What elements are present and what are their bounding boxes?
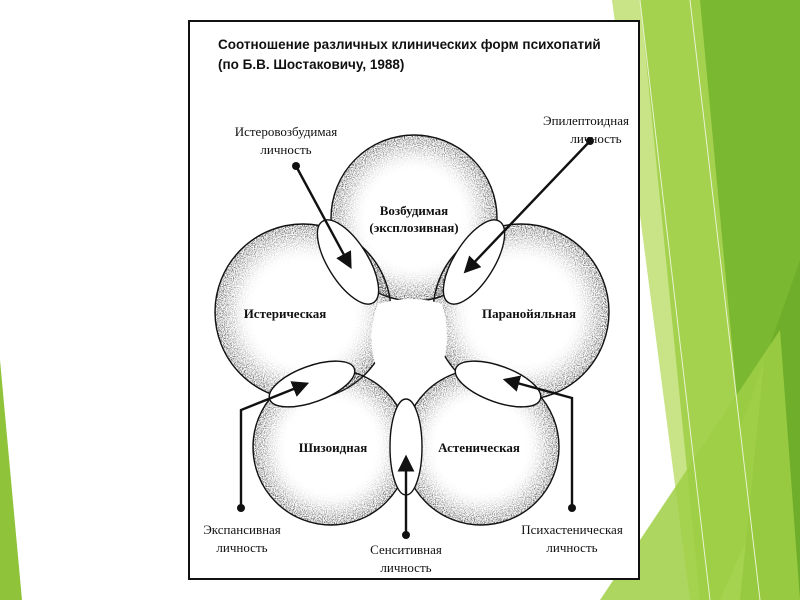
ann-sensitivnaya-line1: Сенситивная xyxy=(370,542,442,557)
ann-ekspansivnaya-line2: личность xyxy=(216,540,268,555)
figure-card xyxy=(188,20,640,580)
ann-psikhastenicheskaya-line2: личность xyxy=(546,540,598,555)
ann-isterovozbudimaya-line1: Истеровозбудимая xyxy=(234,124,338,139)
label-astenicheskaya: Астеническая xyxy=(438,440,520,455)
psychopathy-diagram xyxy=(190,22,638,578)
ann-psikhastenicheskaya-line1: Психастеническая xyxy=(521,522,623,537)
ann-epileptoidnaya-line2: личность xyxy=(570,131,622,146)
label-vozbudimaya-line1: Возбудимая xyxy=(379,203,449,218)
diagram-title-line1: Соотношение различных клинических форм психопатий xyxy=(218,37,601,52)
center-gap xyxy=(371,299,447,370)
label-istericheskaya: Истерическая xyxy=(243,306,327,321)
label-shizoidnaya: Шизоидная xyxy=(298,440,368,455)
label-paranoyalnaya: Паранойяльная xyxy=(481,306,577,321)
ann-ekspansivnaya-line1: Экспансивная xyxy=(203,522,281,537)
ann-epileptoidnaya-line1: Эпилептоидная xyxy=(543,113,629,128)
diagram-title-line2: (по Б.В. Шостаковичу, 1988) xyxy=(218,57,405,72)
label-vozbudimaya-line2: (эксплозивная) xyxy=(369,220,459,235)
ann-sensitivnaya-line2: личность xyxy=(380,560,432,575)
ann-isterovozbudimaya-line2: личность xyxy=(260,142,312,157)
left-green-accent xyxy=(0,360,22,600)
